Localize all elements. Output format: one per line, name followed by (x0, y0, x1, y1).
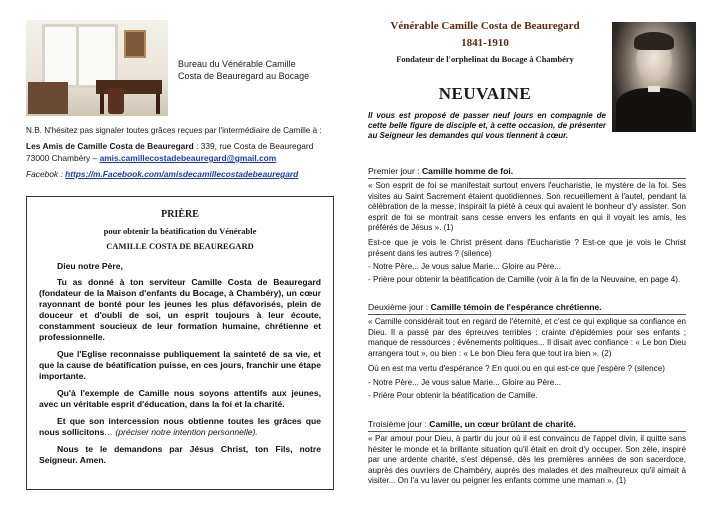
facebook-link[interactable]: https://m.Facebook.com/amisdecamillecostadebeauregard (65, 169, 299, 179)
prayer-paragraph-4-bold: Et que son intercession nous obtienne toutes les grâces que nous sollicitons (39, 416, 321, 437)
association-city: 73000 Chambéry – (26, 153, 100, 163)
day2-divider (368, 314, 686, 315)
nb-note: N.B. N'hésitez pas signaler toutes grâces reçues par l'intermédiaire de Camille à : (26, 126, 322, 135)
email-link[interactable]: amis.camillecostadebeauregard@gmail.com (99, 153, 277, 163)
prayer-box (26, 196, 334, 490)
facebook-label: Facebok : (26, 169, 66, 179)
day3-quote: « Par amour pour Dieu, à partir du jour où il est convaincu de l'appel divin, il quitte sans hésiter le monde et la brillante situation qu'il était en droit d'y occuper. Son zèle, inspiré par une ardente charité, s'est dépensé, dès les premières années de son sacerdoce, auprès des ouvriers de Chambéry, auprès des malades et des malheureux qu'il aimait à visiter... On l'a vu laver ou peigner les enfants comme une maman ». (1) (368, 434, 686, 485)
association-contact (26, 140, 346, 164)
day1-question: Est-ce que je vois le Christ présent dans l'Eucharistie ? Est-ce que je vois le Christ présent dans les autres ? (silence) (368, 238, 686, 258)
office-photo (26, 20, 168, 116)
day1-prayer-2: - Prière pour obtenir la béatification de Camille (voir à la fin de la Neuvaine, en page 4). (368, 275, 681, 284)
day1-divider (368, 178, 686, 179)
day2-heading (368, 302, 686, 313)
day2-prayer-1: - Notre Père... Je vous salue Marie... Gloire au Père... (368, 378, 561, 387)
association-name: Les Amis de Camille Costa de Beauregard (26, 141, 194, 151)
day1-label: Premier jour : (368, 166, 422, 176)
prayer-paragraph-4-italic: … (préciser notre intention personnelle). (104, 427, 258, 437)
neuvaine-intro: Il vous est proposé de passer neuf jours en compagnie de cette belle figure de disciple et, à cette occasion, de présenter au Seigneur les demandes qui vous tiennent à cœur. (368, 111, 606, 141)
neuvaine-title: NEUVAINE (438, 84, 532, 103)
prayer-paragraph-4 (39, 416, 321, 438)
prayer-paragraph-3: Qu'à l'exemple de Camille nous soyons attentifs aux jeunes, avec un véritable esprit d'éducation, dans la foi et la charité. (39, 388, 321, 409)
day2-title: Camille témoin de l'espérance chrétienne. (430, 302, 602, 312)
day2-prayer-2: - Prière Pour obtenir la béatification de Camille. (368, 391, 538, 400)
facebook-line (26, 168, 346, 180)
prayer-paragraph-2: Que l'Eglise reconnaisse publiquement la sainteté de sa vie, et que la cause de béatification puisse, en ces jours, franchir une étape importante. (39, 349, 321, 381)
prayer-title: PRIÈRE (161, 209, 199, 220)
day1-title: Camille homme de foi. (421, 166, 514, 176)
office-caption (178, 58, 328, 82)
day1-heading (368, 166, 686, 177)
day3-label: Troisième jour : (368, 419, 430, 429)
prayer-paragraph-1: Tu as donné à ton serviteur Camille Costa de Beauregard (fondateur de la Maison d'enfants du Bocage, à Chambéry), un cœur rayonnant de bonté pour les jeunes les plus défavorisés, plein de douceur et d'oubli de soi, un esprit toujours à leur écoute, constamment soucieux de leur formation humaine, chrétienne et professionnelle. (39, 277, 321, 342)
prayer-subtitle: pour obtenir la béatification du Vénérable (103, 226, 257, 236)
day1-quote: « Son esprit de foi se manifestait surtout envers l'eucharistie, le mystère de la foi. Ses visites au Saint Sacrement étaient quotidiennes. Son recueillement à l'autel, pendant la célébration de la messe, inspirait la piété à ceux qui avaient le bonheur d'y assister. Son esprit de foi se montrait sans cesse envers les enfants en qui il voyait les amis, les préférés de Jésus ». (1) (368, 181, 686, 232)
office-caption-line2: Costa de Beauregard au Bocage (178, 71, 310, 81)
office-caption-line1: Bureau du Vénérable Camille (178, 59, 296, 69)
day2-label: Deuxième jour : (368, 302, 431, 312)
prayer-salutation: Dieu notre Père, (57, 261, 123, 271)
day2-question: Où en est ma vertu d'espérance ? En quoi ou en qui est-ce que j'espère ? (silence) (368, 364, 665, 373)
header-founder: Fondateur de l'orphelinat du Bocage à Chambéry (396, 55, 574, 64)
portrait-photo (612, 22, 696, 132)
day3-divider (368, 431, 686, 432)
prayer-paragraph-5: Nous te le demandons par Jésus Christ, ton Fils, notre Seigneur. Amen. (39, 444, 321, 465)
day1-prayer-1: - Notre Père... Je vous salue Marie... Gloire au Père... (368, 262, 561, 271)
header-dates: 1841-1910 (461, 37, 509, 49)
header-name: Vénérable Camille Costa de Beauregard (390, 20, 580, 32)
association-address: : 339, rue Costa de Beauregard (193, 141, 314, 151)
day2-quote: « Camille considérait tout en regard de l'éternité, et c'est ce qui explique sa confiance en Dieu. Il a passé par des épreuves terribles : crainte d'épidémies pour ses enfants ; manque de ressources ; événements politiques... Il disait avec confiance : « Le bon Dieu arrangera tout », ou bien : « Le bon Dieu fera que tout ira bien ». (2) (368, 317, 686, 358)
day3-title: Camille, un cœur brûlant de charité. (429, 419, 576, 429)
day3-heading (368, 419, 686, 430)
prayer-name: CAMILLE COSTA DE BEAUREGARD (106, 241, 254, 251)
